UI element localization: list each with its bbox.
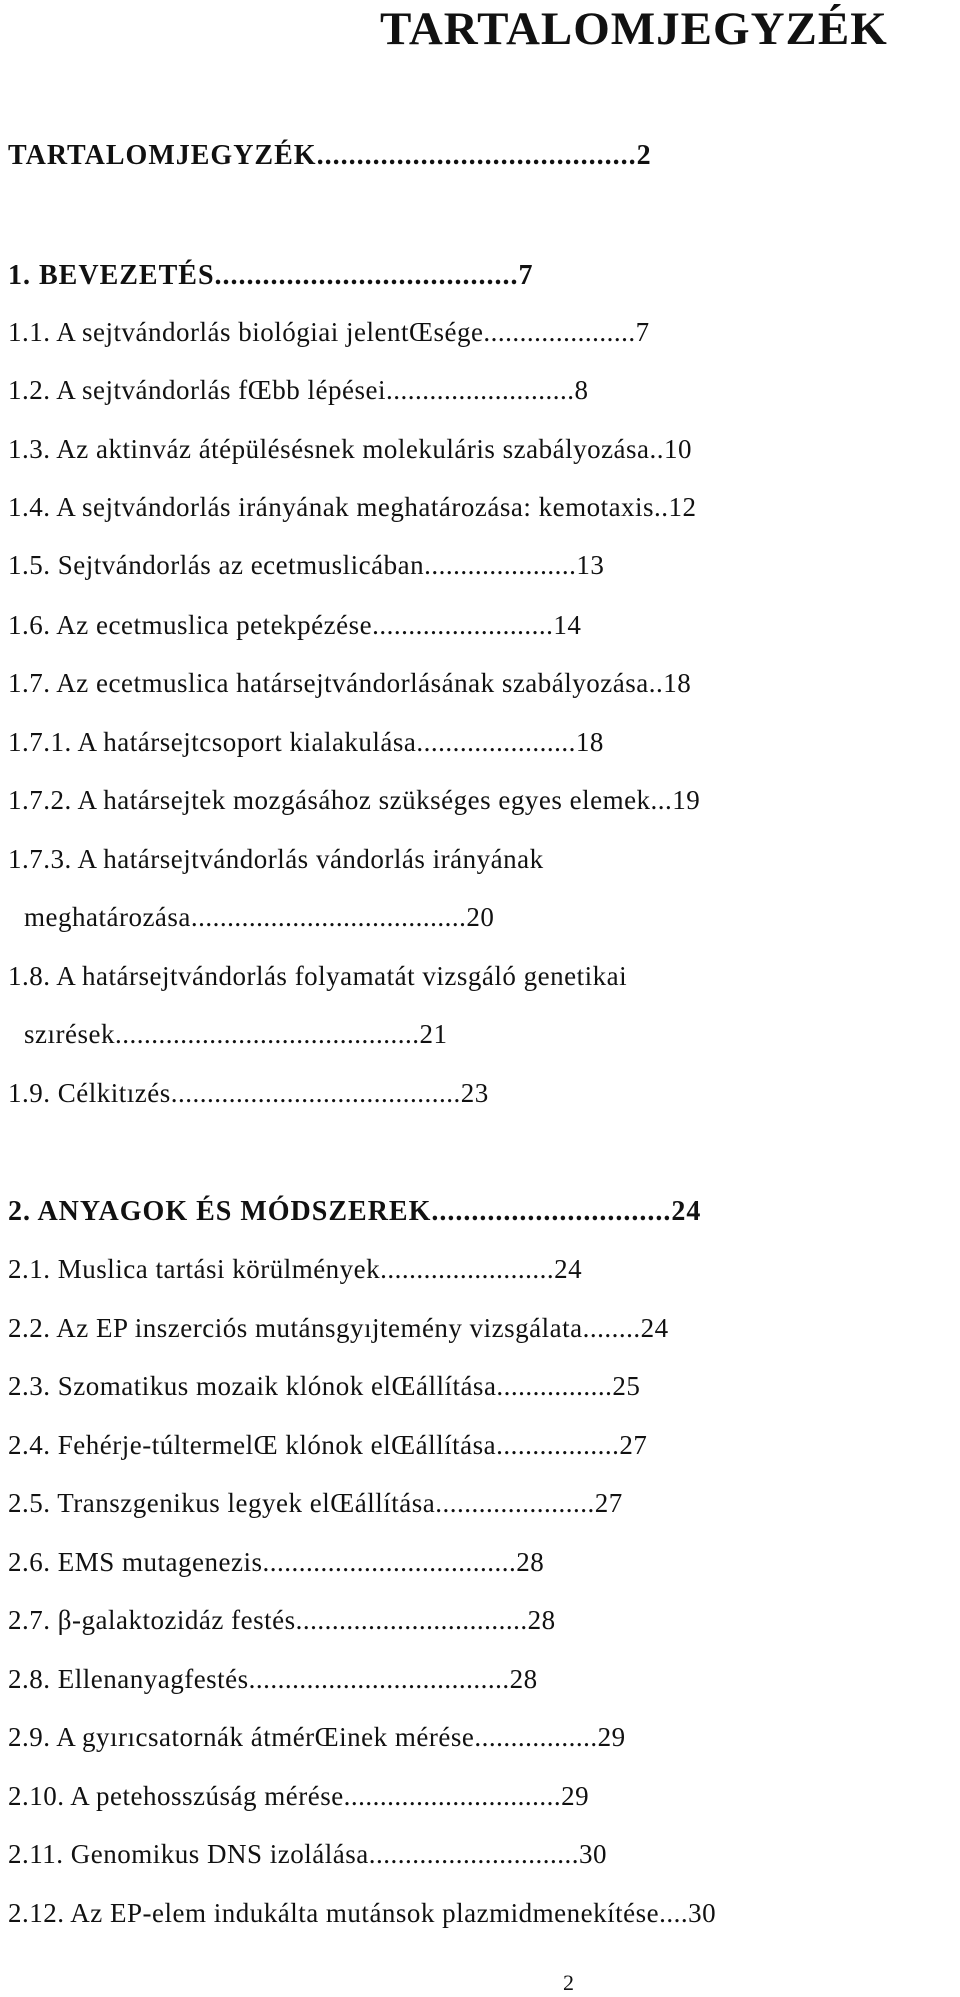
toc-entry-1-7: 1.7. Az ecetmuslica határsejtvándorlásának szabályozása..18	[8, 668, 692, 698]
toc-entry-1-4: 1.4. A sejtvándorlás irányának meghatározása: kemotaxis..12	[8, 492, 697, 522]
toc-entry-tartalomjegyzek: TARTALOMJEGYZÉK........................................2	[8, 140, 652, 171]
toc-entry-2-2: 2.2. Az EP inszerciós mutánsgyıjtemény vizsgálata........24	[8, 1313, 669, 1343]
toc-entry-1-2: 1.2. A sejtvándorlás fŒbb lépései..........................8	[8, 375, 589, 405]
toc-entry-1-9: 1.9. Célkitızés........................................23	[8, 1078, 489, 1108]
toc-entry-2-1: 2.1. Muslica tartási körülmények........................24	[8, 1254, 583, 1284]
toc-entry-1-6: 1.6. Az ecetmuslica petekpézése.........................14	[8, 610, 582, 640]
toc-entry-1-3: 1.3. Az aktinváz átépülésésnek molekuláris szabályozása..10	[8, 434, 693, 464]
toc-entry-1-8: 1.8. A határsejtvándorlás folyamatát vizsgáló genetikai	[8, 961, 628, 991]
toc-entry-2-6: 2.6. EMS mutagenezis...................................28	[8, 1547, 545, 1577]
toc-entry-2-11: 2.11. Genomikus DNS izolálása.............................30	[8, 1839, 607, 1869]
toc-entry-1: 1. BEVEZETÉS......................................7	[8, 260, 534, 291]
toc-entry-2-5: 2.5. Transzgenikus legyek elŒállítása......................27	[8, 1488, 623, 1518]
toc-entry-2-12: 2.12. Az EP-elem indukálta mutánsok plazmidmenekítése....30	[8, 1898, 717, 1928]
toc-entry-1-7-3-continuation: meghatározása......................................20	[24, 902, 495, 932]
toc-entry-2-8: 2.8. Ellenanyagfestés....................................28	[8, 1664, 538, 1694]
page-title: TARTALOMJEGYZÉK	[380, 3, 888, 55]
toc-entry-1-8-continuation: szırések..........................................21	[24, 1019, 448, 1049]
toc-entry-2-10: 2.10. A petehosszúság mérése..............................29	[8, 1781, 590, 1811]
toc-entry-2-3: 2.3. Szomatikus mozaik klónok elŒállítása................25	[8, 1371, 641, 1401]
toc-entry-1-1: 1.1. A sejtvándorlás biológiai jelentŒsége.....................7	[8, 317, 650, 347]
toc-entry-2: 2. ANYAGOK ÉS MÓDSZEREK..............................24	[8, 1196, 702, 1227]
toc-entry-1-7-1: 1.7.1. A határsejtcsoport kialakulása......................18	[8, 727, 604, 757]
toc-entry-1-7-2: 1.7.2. A határsejtek mozgásához szükséges egyes elemek...19	[8, 785, 701, 815]
toc-entry-1-5: 1.5. Sejtvándorlás az ecetmuslicában.....................13	[8, 550, 605, 580]
toc-entry-2-7: 2.7. β-galaktozidáz festés................................28	[8, 1605, 556, 1635]
toc-entry-2-9: 2.9. A gyırıcsatornák átmérŒinek mérése.................29	[8, 1722, 626, 1752]
toc-entry-2-4: 2.4. Fehérje-túltermelŒ klónok elŒállítása.................27	[8, 1430, 648, 1460]
page-number: 2	[563, 1970, 574, 1995]
toc-entry-1-7-3: 1.7.3. A határsejtvándorlás vándorlás irányának	[8, 844, 544, 874]
